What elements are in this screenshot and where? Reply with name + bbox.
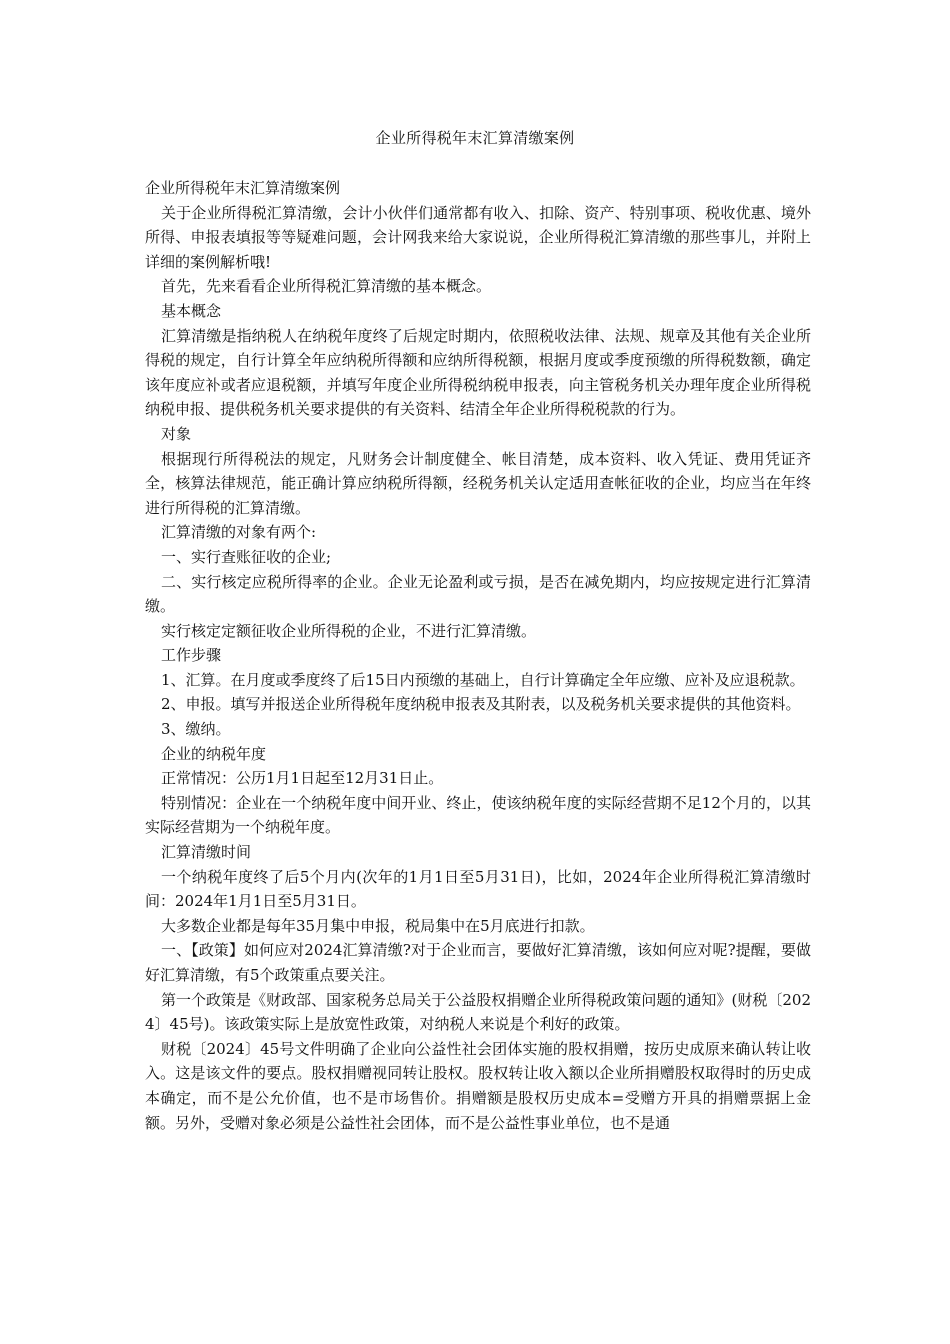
body-paragraph: 一个纳税年度终了后5个月内(次年的1月1日至5月31日)，比如，2024年企业所得税汇算清缴时间：2024年1月1日至5月31日。 (145, 867, 811, 911)
body-paragraph: 汇算清缴是指纳税人在纳税年度终了后规定时期内，依照税收法律、法规、规章及其他有关企业所得税的规定，自行计算全年应纳税所得额和应纳所得税额，根据月度或季度预缴的所得税数额，确定该年度应补或者应退税额，并填写年度企业所得税纳税申报表，向主管税务机关办理年度企业所得税纳税申报、提供税务机关要求提供的有关资料、结清全年企业所得税税款的行为。 (145, 326, 811, 419)
body-paragraph: 特别情况：企业在一个纳税年度中间开业、终止，使该纳税年度的实际经营期不足12个月的，以其实际经营期为一个纳税年度。 (145, 793, 811, 837)
body-paragraph: 大多数企业都是每年35月集中申报，税局集中在5月底进行扣款。 (161, 916, 595, 935)
body-paragraph: 实行核定定额征收企业所得税的企业，不进行汇算清缴。 (161, 621, 537, 640)
body-paragraph: 正常情况：公历1月1日起至12月31日止。 (161, 769, 444, 788)
body-paragraph: 基本概念 (161, 301, 222, 320)
document-title: 企业所得税年末汇算清缴案例 (375, 129, 575, 147)
body-paragraph: 对象 (161, 424, 192, 443)
body-paragraph: 1、汇算。在月度或季度终了后15日内预缴的基础上，自行计算确定全年应缴、应补及应退税款。 (161, 670, 805, 689)
body-paragraph: 汇算清缴的对象有两个: (161, 523, 317, 542)
body-paragraph: 根据现行所得税法的规定，凡财务会计制度健全、帐目清楚，成本资料、收入凭证、费用凭证齐全，核算法律规范，能正确计算应纳税所得额，经税务机关认定适用查帐征收的企业，均应当在年终进行所得税的汇算清缴。 (145, 449, 811, 517)
body-paragraph: 3、缴纳。 (161, 720, 231, 739)
body-paragraph: 一、【政策】如何应对2024汇算清缴?对于企业而言，要做好汇算清缴，该如何应对呢?提醒，要做好汇算清缴，有5个政策重点要关注。 (145, 941, 811, 984)
body-paragraph: 二、实行核定应税所得率的企业。企业无论盈利或亏损，是否在减免期内，均应按规定进行汇算清缴。 (145, 572, 811, 616)
body-paragraph: 财税〔2024〕45号文件明确了企业向公益性社会团体实施的股权捐赠，按历史成原来确认转让收入。这是该文件的要点。股权捐赠视同转让股权。股权转让收入额以企业所捐赠股权取得时的历史成本确定，而不是公允价值，也不是市场售价。捐赠额是股权历史成本=受赠方开具的捐赠票据上金额。另外，受赠对象必须是公益性社会团体，而不是公益性事业单位，也不是通 (145, 1039, 811, 1132)
body-paragraph: 企业的纳税年度 (161, 744, 267, 763)
body-paragraph: 关于企业所得税汇算清缴，会计小伙伴们通常都有收入、扣除、资产、特别事项、税收优惠、境外所得、申报表填报等等疑难问题，会计网我来给大家说说，企业所得税汇算清缴的那些事儿，并附上详细的案例解析哦! (145, 203, 811, 271)
body-paragraph: 首先，先来看看企业所得税汇算清缴的基本概念。 (161, 277, 492, 296)
document-body (145, 176, 811, 1135)
body-paragraph: 工作步骤 (161, 646, 222, 665)
body-paragraph: 第一个政策是《财政部、国家税务总局关于公益股权捐赠企业所得税政策问题的通知》(财税〔2024〕45号)。该政策实际上是放宽性政策，对纳税人来说是个利好的政策。 (145, 990, 811, 1034)
body-paragraph: 汇算清缴时间 (161, 843, 252, 862)
body-paragraph: 一、实行查账征收的企业; (161, 547, 332, 566)
body-paragraph: 2、申报。填写并报送企业所得税年度纳税申报表及其附表，以及税务机关要求提供的其他资料。 (161, 695, 801, 714)
document-heading-line: 企业所得税年末汇算清缴案例 (145, 179, 341, 197)
